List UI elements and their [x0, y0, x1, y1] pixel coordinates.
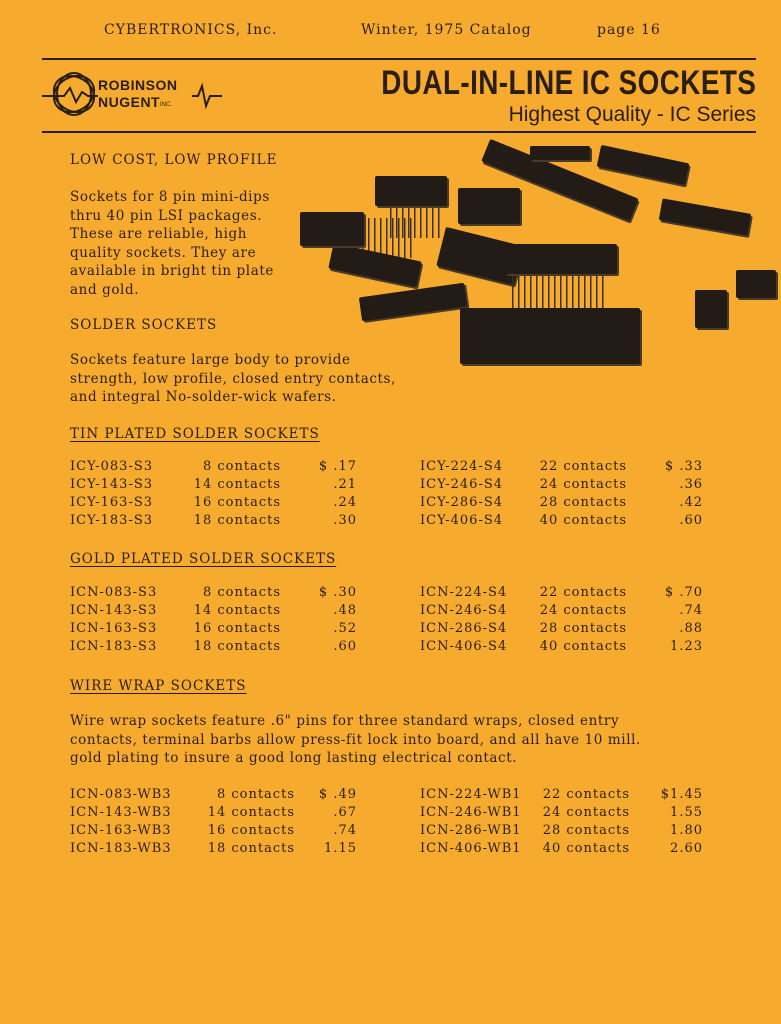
intro-line: thru 40 pin LSI packages. [70, 207, 263, 224]
part-number: ICY-246-S4 [420, 477, 504, 492]
part-number: ICN-246-WB1 [420, 805, 522, 820]
contact-count: 40 contacts [539, 513, 627, 528]
price-row [420, 495, 720, 513]
contact-count: 28 contacts [539, 621, 627, 636]
solder-line: strength, low profile, closed entry contacts, [70, 370, 396, 387]
price-row [70, 459, 370, 477]
contact-count: 40 contacts [542, 841, 630, 856]
unit-price: .36 [679, 477, 703, 492]
part-number: ICN-183-WB3 [70, 841, 172, 856]
solder-heading: SOLDER SOCKETS [70, 317, 218, 333]
contact-count: 40 contacts [539, 639, 627, 654]
wirewrap-line: contacts, terminal barbs allow press-fit lock into board, and all have 10 mill. [70, 731, 641, 748]
price-row [70, 787, 370, 805]
intro-line: available in bright tin plate [70, 263, 274, 279]
contact-count: 24 contacts [539, 603, 627, 618]
price-row [420, 477, 720, 495]
solder-paragraph [70, 351, 450, 407]
contact-count: 14 contacts [193, 603, 281, 618]
price-row [70, 805, 370, 823]
unit-price: 1.55 [670, 805, 703, 820]
logo-line-1: ROBINSON [98, 77, 178, 93]
page-number: page 16 [597, 22, 661, 38]
unit-price: .30 [333, 513, 357, 528]
price-row [420, 841, 720, 859]
contact-count: 18 contacts [193, 513, 281, 528]
price-row [420, 585, 720, 603]
unit-price: 1.23 [670, 639, 703, 654]
intro-line: and gold. [70, 281, 140, 298]
page-subtitle: Highest Quality - IC Series [508, 103, 756, 126]
unit-price: .24 [333, 495, 357, 510]
part-number: ICY-083-S3 [70, 459, 154, 474]
robinson-nugent-logo [42, 66, 222, 122]
intro-heading: LOW COST, LOW PROFILE [70, 152, 278, 168]
solder-line: and integral No-solder-wick wafers. [70, 389, 337, 405]
unit-price: .74 [679, 603, 703, 618]
price-row [70, 603, 370, 621]
contact-count: 16 contacts [193, 495, 281, 510]
wirewrap-line: Wire wrap sockets feature .6" pins for three standard wraps, closed entry [70, 713, 620, 729]
price-row [420, 459, 720, 477]
price-row [70, 477, 370, 495]
part-number: ICN-246-S4 [420, 603, 508, 618]
price-row [420, 823, 720, 841]
price-row [70, 513, 370, 531]
contact-count: 14 contacts [193, 477, 281, 492]
price-row [70, 621, 370, 639]
part-number: ICN-406-WB1 [420, 841, 522, 856]
unit-price: $ .30 [318, 585, 357, 600]
part-number: ICN-163-S3 [70, 621, 158, 636]
part-number: ICY-224-S4 [420, 459, 504, 474]
contact-count: 8 contacts [216, 787, 295, 802]
unit-price: .48 [333, 603, 357, 618]
gold-heading: GOLD PLATED SOLDER SOCKETS [70, 551, 337, 567]
part-number: ICN-286-WB1 [420, 823, 522, 838]
part-number: ICN-183-S3 [70, 639, 158, 654]
solder-line: Sockets feature large body to provide [70, 352, 351, 368]
top-rule [42, 58, 756, 60]
part-number: ICN-406-S4 [420, 639, 508, 654]
unit-price: .60 [333, 639, 357, 654]
price-row [70, 495, 370, 513]
part-number: ICY-143-S3 [70, 477, 154, 492]
price-row [420, 787, 720, 805]
contact-count: 16 contacts [193, 621, 281, 636]
title-rule [42, 131, 756, 133]
unit-price: 2.60 [670, 841, 703, 856]
unit-price: $ .33 [664, 459, 703, 474]
part-number: ICN-163-WB3 [70, 823, 172, 838]
part-number: ICN-224-S4 [420, 585, 508, 600]
unit-price: .67 [333, 805, 357, 820]
contact-count: 22 contacts [539, 459, 627, 474]
intro-paragraph [70, 188, 310, 299]
intro-line: quality sockets. They are [70, 244, 257, 261]
catalog-season: Winter, 1975 Catalog [361, 22, 532, 38]
price-row [70, 639, 370, 657]
price-row [420, 805, 720, 823]
unit-price: 1.15 [324, 841, 357, 856]
unit-price: $ .49 [318, 787, 357, 802]
contact-count: 24 contacts [542, 805, 630, 820]
contact-count: 28 contacts [539, 495, 627, 510]
unit-price: .74 [333, 823, 357, 838]
part-number: ICY-286-S4 [420, 495, 504, 510]
contact-count: 28 contacts [542, 823, 630, 838]
contact-count: 22 contacts [542, 787, 630, 802]
price-row [420, 513, 720, 531]
part-number: ICN-286-S4 [420, 621, 508, 636]
contact-count: 8 contacts [202, 585, 281, 600]
part-number: ICY-183-S3 [70, 513, 154, 528]
unit-price: $ .17 [318, 459, 357, 474]
unit-price: .60 [679, 513, 703, 528]
contact-count: 22 contacts [539, 585, 627, 600]
intro-line: Sockets for 8 pin mini-dips [70, 189, 270, 205]
part-number: ICN-083-WB3 [70, 787, 172, 802]
unit-price: .21 [333, 477, 357, 492]
price-row [420, 639, 720, 657]
part-number: ICN-224-WB1 [420, 787, 522, 802]
part-number: ICY-163-S3 [70, 495, 154, 510]
wirewrap-line: gold plating to insure a good long lasting electrical contact. [70, 750, 518, 766]
sockets-photo [300, 140, 780, 380]
part-number: ICN-143-S3 [70, 603, 158, 618]
part-number: ICN-083-S3 [70, 585, 158, 600]
page-title: DUAL-IN-LINE IC SOCKETS [381, 64, 756, 102]
unit-price: .42 [679, 495, 703, 510]
unit-price: 1.80 [670, 823, 703, 838]
price-row [70, 841, 370, 859]
contact-count: 16 contacts [207, 823, 295, 838]
price-row [420, 603, 720, 621]
contact-count: 18 contacts [193, 639, 281, 654]
wirewrap-heading: WIRE WRAP SOCKETS [70, 678, 247, 694]
tin-heading: TIN PLATED SOLDER SOCKETS [70, 426, 320, 442]
unit-price: .88 [679, 621, 703, 636]
contact-count: 18 contacts [207, 841, 295, 856]
wirewrap-paragraph [70, 712, 750, 768]
part-number: ICY-406-S4 [420, 513, 504, 528]
unit-price: $1.45 [660, 787, 703, 802]
price-row [70, 823, 370, 841]
contact-count: 14 contacts [207, 805, 295, 820]
intro-line: These are reliable, high [70, 226, 248, 242]
company-name: CYBERTRONICS, Inc. [104, 22, 278, 38]
part-number: ICN-143-WB3 [70, 805, 172, 820]
contact-count: 24 contacts [539, 477, 627, 492]
logo-suffix: INC. [160, 102, 172, 108]
logo-line-2: NUGENT [98, 94, 161, 110]
unit-price: $ .70 [664, 585, 703, 600]
price-row [70, 585, 370, 603]
unit-price: .52 [333, 621, 357, 636]
price-row [420, 621, 720, 639]
contact-count: 8 contacts [202, 459, 281, 474]
